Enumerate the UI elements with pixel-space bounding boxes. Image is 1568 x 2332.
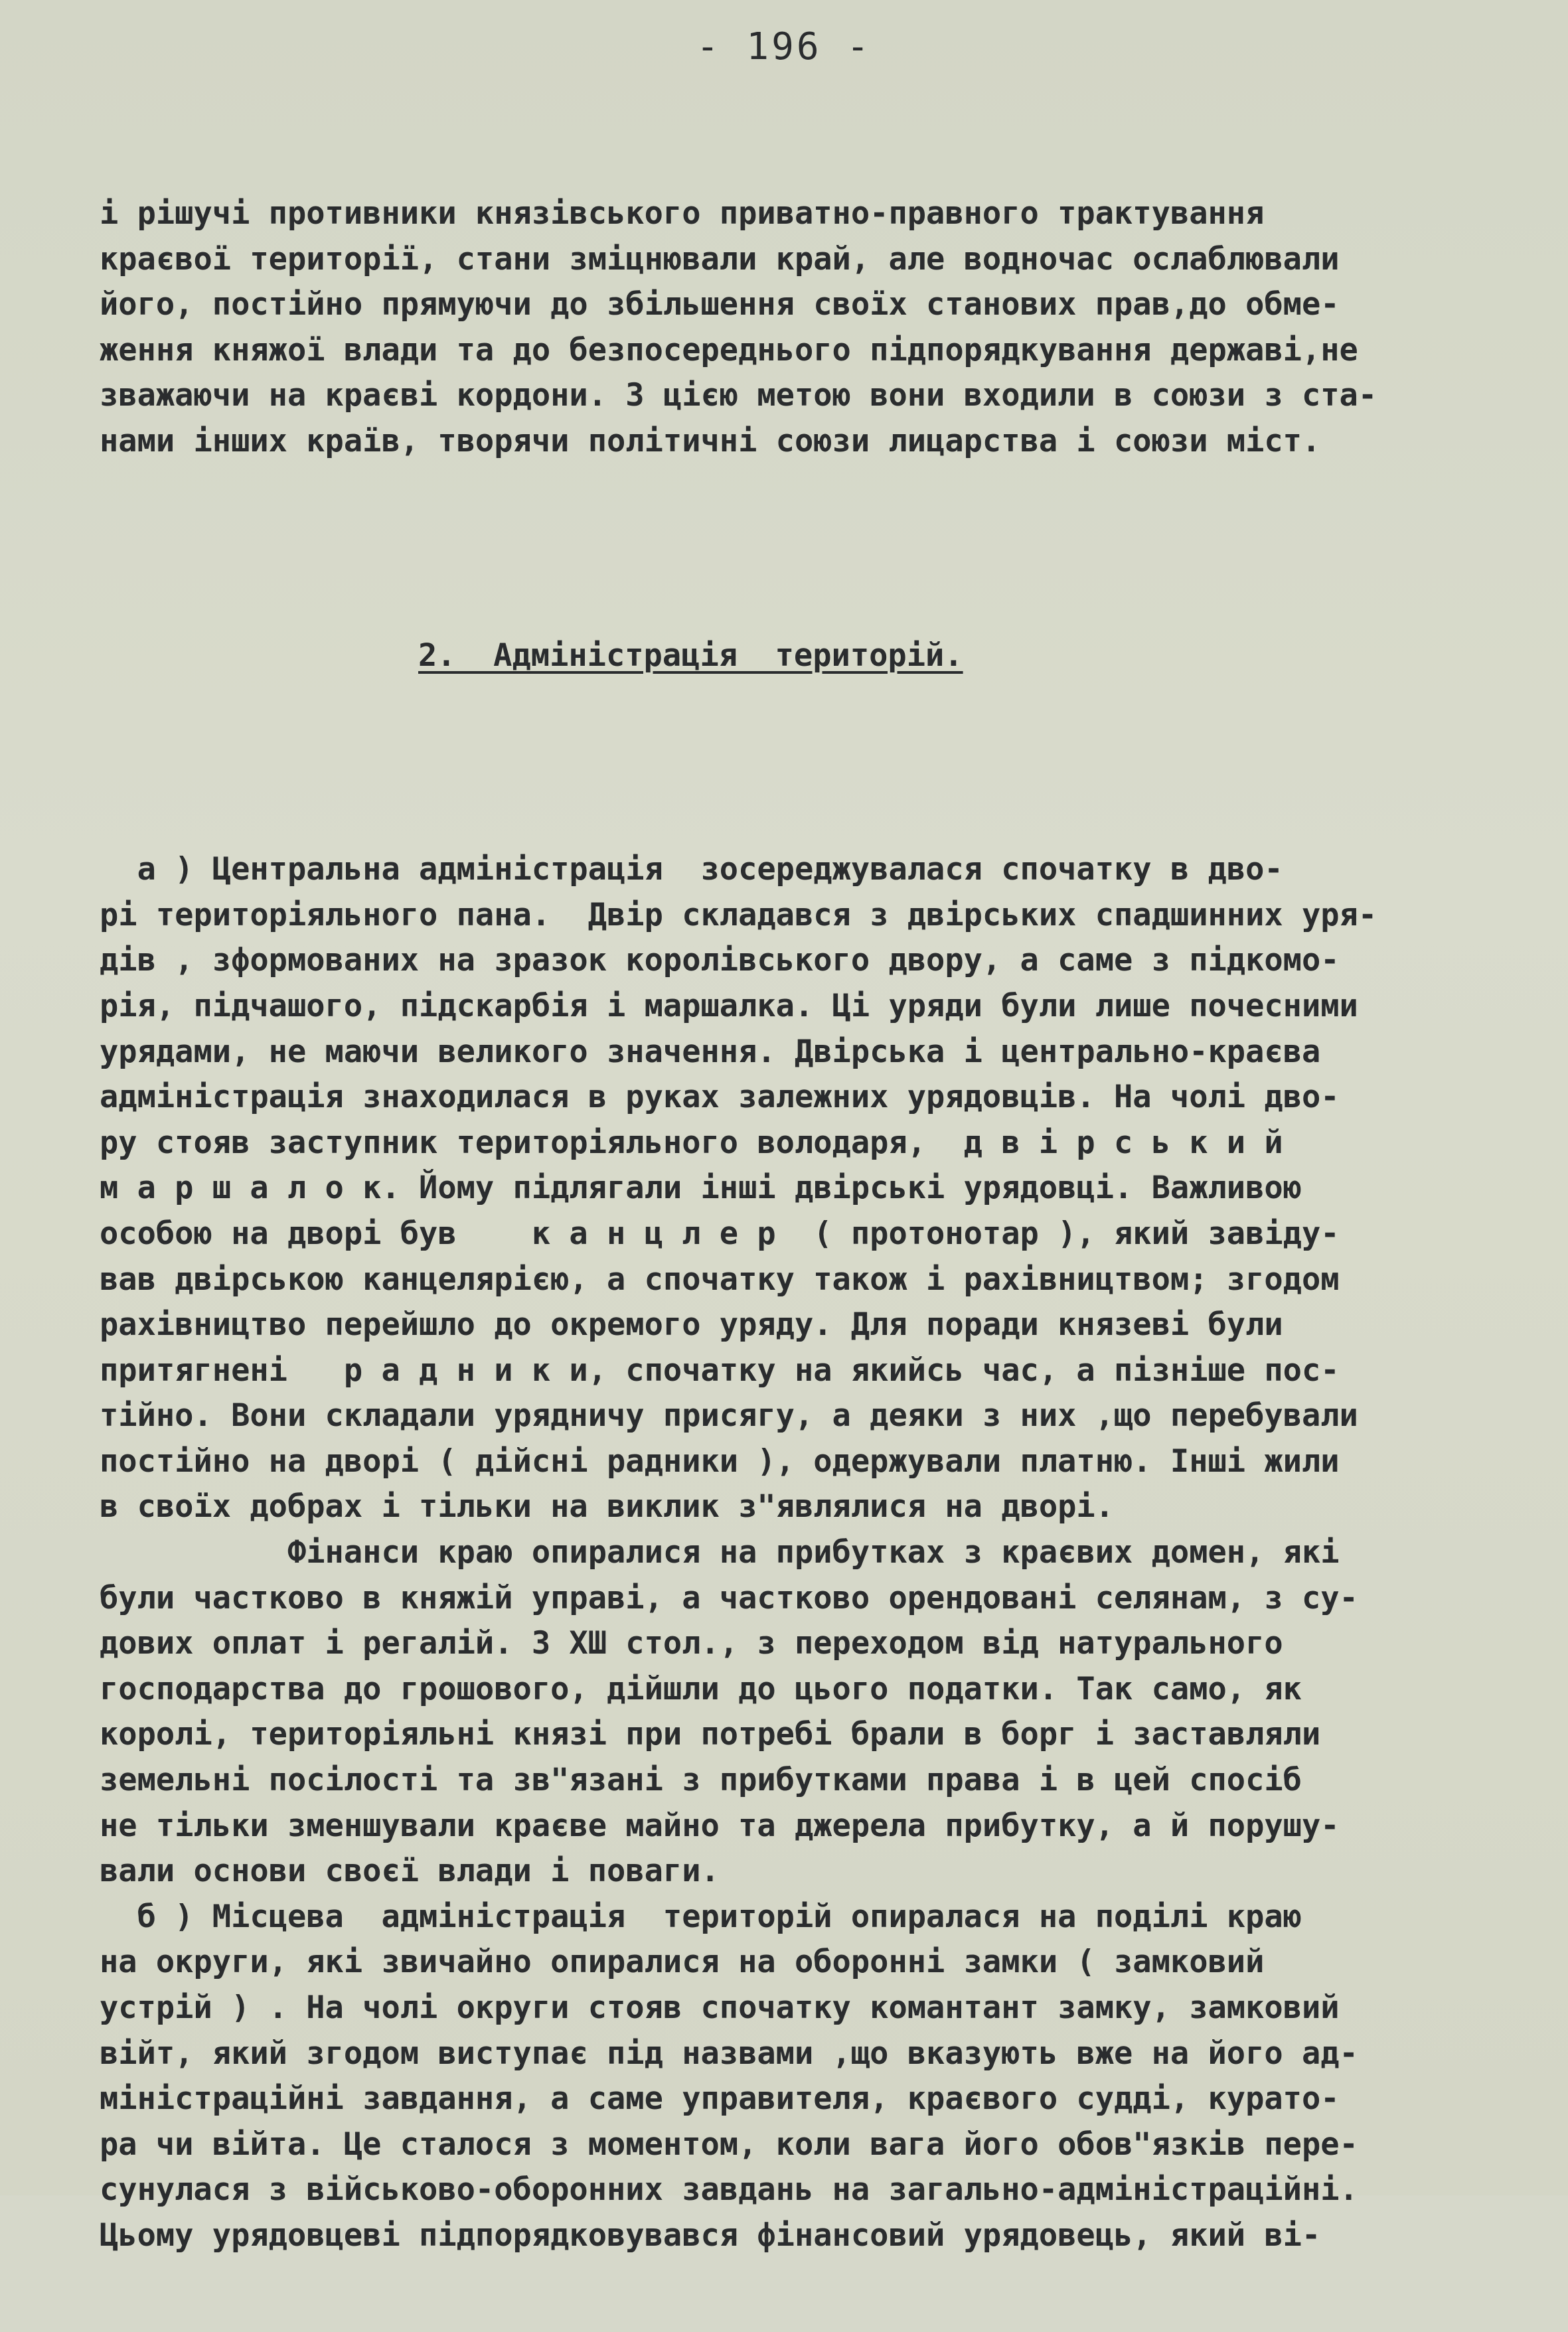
text-line: сунулася з військово-оборонних завдань на загально-адміністраційні. [100,2171,1358,2209]
paragraph-intro [100,191,1547,465]
text-line: в своїх добрах і тільки на виклик з"являлися на дворі. [100,1488,1115,1525]
paragraph-administration [100,847,1547,2258]
text-line: Фінанси краю опиралися на прибутках з краєвих домен, які [100,1534,1340,1571]
text-line: б ) Місцева адміністрація територій опиралася на поділі краю [100,1898,1302,1935]
page-number: - 196 - [696,25,872,68]
text-line: а ) Центральна адміністрація зосереджувалася спочатку в дво- [100,851,1283,888]
text-line: вали основи своєї влади і поваги. [100,1853,720,1890]
text-line: м а р ш а л о к. Йому підлягали інші двірські урядовці. Важливою [100,1170,1302,1207]
section-heading: 2. Адміністрація територій. [418,637,963,674]
text-line: устрій ) . На чолі округи стояв спочатку комантант замку, замковий [100,1989,1340,2026]
text-line: притягнені р а д н и к и, спочатку на якийсь час, а пізніше пос- [100,1352,1340,1389]
text-line: війт, який згодом виступає під назвами ,що вказують вже на його ад- [100,2035,1358,2072]
text-line: рі територіяльного пана. Двір складався з двірських спадшинних уря- [100,896,1377,933]
text-line: дів , зформованих на зразок королівського двору, а саме з підкомо- [100,942,1340,979]
text-line: ру стояв заступник територіяльного володаря, д в і р с ь к и й [100,1124,1283,1161]
text-line: земельні посілості та зв"язані з прибутками права і в цей спосіб [100,1762,1302,1799]
text-line: зважаючи на краєві кордони. З цією метою вони входили в союзи з ста- [100,377,1377,414]
text-line: рахівництво перейшло до окремого уряду. Для поради князеві були [100,1306,1283,1344]
text-line: урядами, не маючи великого значення. Двірська і центрально-краєва [100,1033,1321,1070]
text-line: господарства до грошового, дійшли до цього податки. Так само, як [100,1670,1302,1707]
body-text [100,118,1547,2332]
text-line: краєвої території, стани зміцнювали край, але водночас ослаблювали [100,240,1340,277]
text-line: на округи, які звичайно опиралися на оборонні замки ( замковий [100,1944,1265,1981]
text-line: королі, територіяльні князі при потребі брали в борг і заставляли [100,1716,1321,1753]
text-line: його, постійно прямуючи до збільшення своїх станових прав,до обме- [100,286,1340,323]
text-line: тійно. Вони складали урядничу присягу, а деяки з них ,що перебували [100,1397,1358,1435]
text-line: Цьому урядовцеві підпорядковувався фінансовий урядовець, який ві- [100,2216,1321,2254]
text-line: дових оплат і регалій. З ХШ стол., з переходом від натурального [100,1625,1283,1662]
text-line: постійно на дворі ( дійсні радники ), одержували платню. Інші жили [100,1442,1340,1480]
text-line: ра чи війта. Це сталося з моментом, коли вага його обов"язків пере- [100,2126,1358,2163]
text-line: рія, підчашого, підскарбія і маршалка. Ці уряди були лише почесними [100,987,1358,1024]
text-line: особою на дворі був к а н ц л е р ( протонотар ), який завіду- [100,1215,1340,1252]
text-line: ження княжої влади та до безпосереднього підпорядкування державі,не [100,331,1358,368]
text-line: і рішучі противники князівського приватно-правного трактування [100,195,1265,232]
text-line: не тільки зменшували краєве майно та джерела прибутку, а й порушу- [100,1807,1340,1844]
text-line: були частково в княжій управі, а частково орендовані селянам, з су- [100,1579,1358,1616]
text-line: вав двірською канцелярією, а спочатку також і рахівництвом; згодом [100,1261,1340,1298]
text-line: адміністрація знаходилася в руках залежних урядовців. На чолі дво- [100,1079,1340,1116]
text-line: нами інших країв, творячи політичні союзи лицарства і союзи міст. [100,422,1321,459]
text-line: міністраційні завдання, а саме управителя, краєвого судді, курато- [100,2080,1340,2118]
